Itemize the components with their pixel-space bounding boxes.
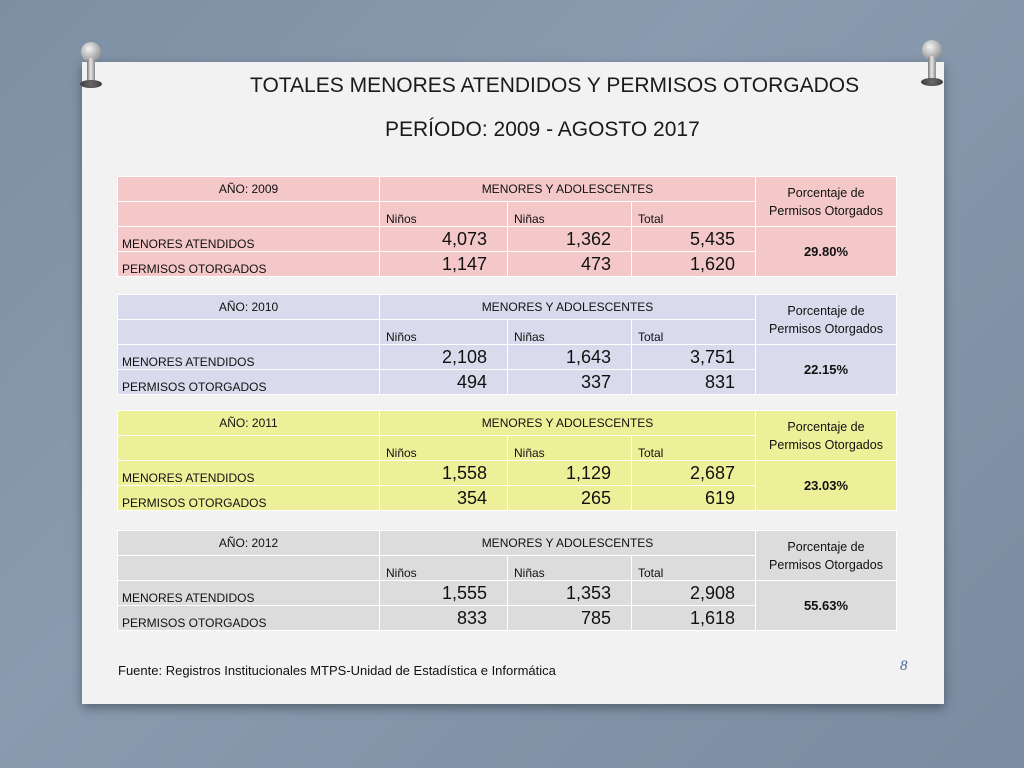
- pct-header: Porcentaje de Permisos Otorgados: [756, 411, 897, 461]
- menores-total: 2,908: [632, 581, 756, 606]
- year-table-2011: [117, 410, 897, 511]
- permisos-ninos: 833: [380, 606, 508, 631]
- pct-header: Porcentaje de Permisos Otorgados: [756, 177, 897, 227]
- col-ninos: Niños: [380, 320, 508, 345]
- permisos-total: 1,620: [632, 252, 756, 277]
- empty-cell: [118, 436, 380, 461]
- menores-total: 5,435: [632, 227, 756, 252]
- permisos-total: 1,618: [632, 606, 756, 631]
- pct-value: 23.03%: [756, 461, 897, 511]
- year-table-2010: [117, 294, 897, 395]
- permisos-ninas: 337: [508, 370, 632, 395]
- menores-total: 2,687: [632, 461, 756, 486]
- col-total: Total: [632, 436, 756, 461]
- pushpin-icon: [919, 40, 945, 86]
- group-header: MENORES Y ADOLESCENTES: [380, 295, 756, 320]
- menores-ninos: 2,108: [380, 345, 508, 370]
- year-table-2012: [117, 530, 897, 631]
- year-label: AÑO: 2010: [118, 295, 380, 320]
- group-header: MENORES Y ADOLESCENTES: [380, 177, 756, 202]
- col-ninas: Niñas: [508, 436, 632, 461]
- permisos-ninas: 785: [508, 606, 632, 631]
- source-note: Fuente: Registros Institucionales MTPS-Unidad de Estadística e Informática: [118, 663, 556, 678]
- menores-ninas: 1,643: [508, 345, 632, 370]
- page-number: 8: [900, 658, 908, 674]
- col-ninas: Niñas: [508, 320, 632, 345]
- permisos-total: 619: [632, 486, 756, 511]
- pct-value: 22.15%: [756, 345, 897, 395]
- menores-ninas: 1,129: [508, 461, 632, 486]
- year-label: AÑO: 2011: [118, 411, 380, 436]
- pct-value: 55.63%: [756, 581, 897, 631]
- pushpin-icon: [78, 42, 104, 88]
- empty-cell: [118, 556, 380, 581]
- menores-ninos: 1,558: [380, 461, 508, 486]
- row-permisos-label: PERMISOS OTORGADOS: [118, 486, 380, 511]
- row-permisos-label: PERMISOS OTORGADOS: [118, 252, 380, 277]
- col-ninos: Niños: [380, 556, 508, 581]
- row-permisos-label: PERMISOS OTORGADOS: [118, 370, 380, 395]
- col-total: Total: [632, 320, 756, 345]
- col-total: Total: [632, 202, 756, 227]
- permisos-ninas: 473: [508, 252, 632, 277]
- col-ninas: Niñas: [508, 556, 632, 581]
- pct-value: 29.80%: [756, 227, 897, 277]
- permisos-ninos: 494: [380, 370, 508, 395]
- year-label: AÑO: 2009: [118, 177, 380, 202]
- pct-header: Porcentaje de Permisos Otorgados: [756, 531, 897, 581]
- pct-header: Porcentaje de Permisos Otorgados: [756, 295, 897, 345]
- menores-total: 3,751: [632, 345, 756, 370]
- permisos-ninas: 265: [508, 486, 632, 511]
- permisos-total: 831: [632, 370, 756, 395]
- year-label: AÑO: 2012: [118, 531, 380, 556]
- permisos-ninos: 354: [380, 486, 508, 511]
- col-ninos: Niños: [380, 202, 508, 227]
- row-menores-label: MENORES ATENDIDOS: [118, 581, 380, 606]
- permisos-ninos: 1,147: [380, 252, 508, 277]
- menores-ninas: 1,353: [508, 581, 632, 606]
- row-menores-label: MENORES ATENDIDOS: [118, 461, 380, 486]
- row-menores-label: MENORES ATENDIDOS: [118, 227, 380, 252]
- period-subtitle: PERÍODO: 2009 - AGOSTO 2017: [385, 118, 700, 141]
- group-header: MENORES Y ADOLESCENTES: [380, 411, 756, 436]
- menores-ninos: 4,073: [380, 227, 508, 252]
- page-title: TOTALES MENORES ATENDIDOS Y PERMISOS OTORGADOS: [250, 74, 860, 97]
- empty-cell: [118, 320, 380, 345]
- empty-cell: [118, 202, 380, 227]
- row-permisos-label: PERMISOS OTORGADOS: [118, 606, 380, 631]
- menores-ninas: 1,362: [508, 227, 632, 252]
- year-table-2009: [117, 176, 897, 277]
- col-total: Total: [632, 556, 756, 581]
- group-header: MENORES Y ADOLESCENTES: [380, 531, 756, 556]
- col-ninos: Niños: [380, 436, 508, 461]
- col-ninas: Niñas: [508, 202, 632, 227]
- row-menores-label: MENORES ATENDIDOS: [118, 345, 380, 370]
- menores-ninos: 1,555: [380, 581, 508, 606]
